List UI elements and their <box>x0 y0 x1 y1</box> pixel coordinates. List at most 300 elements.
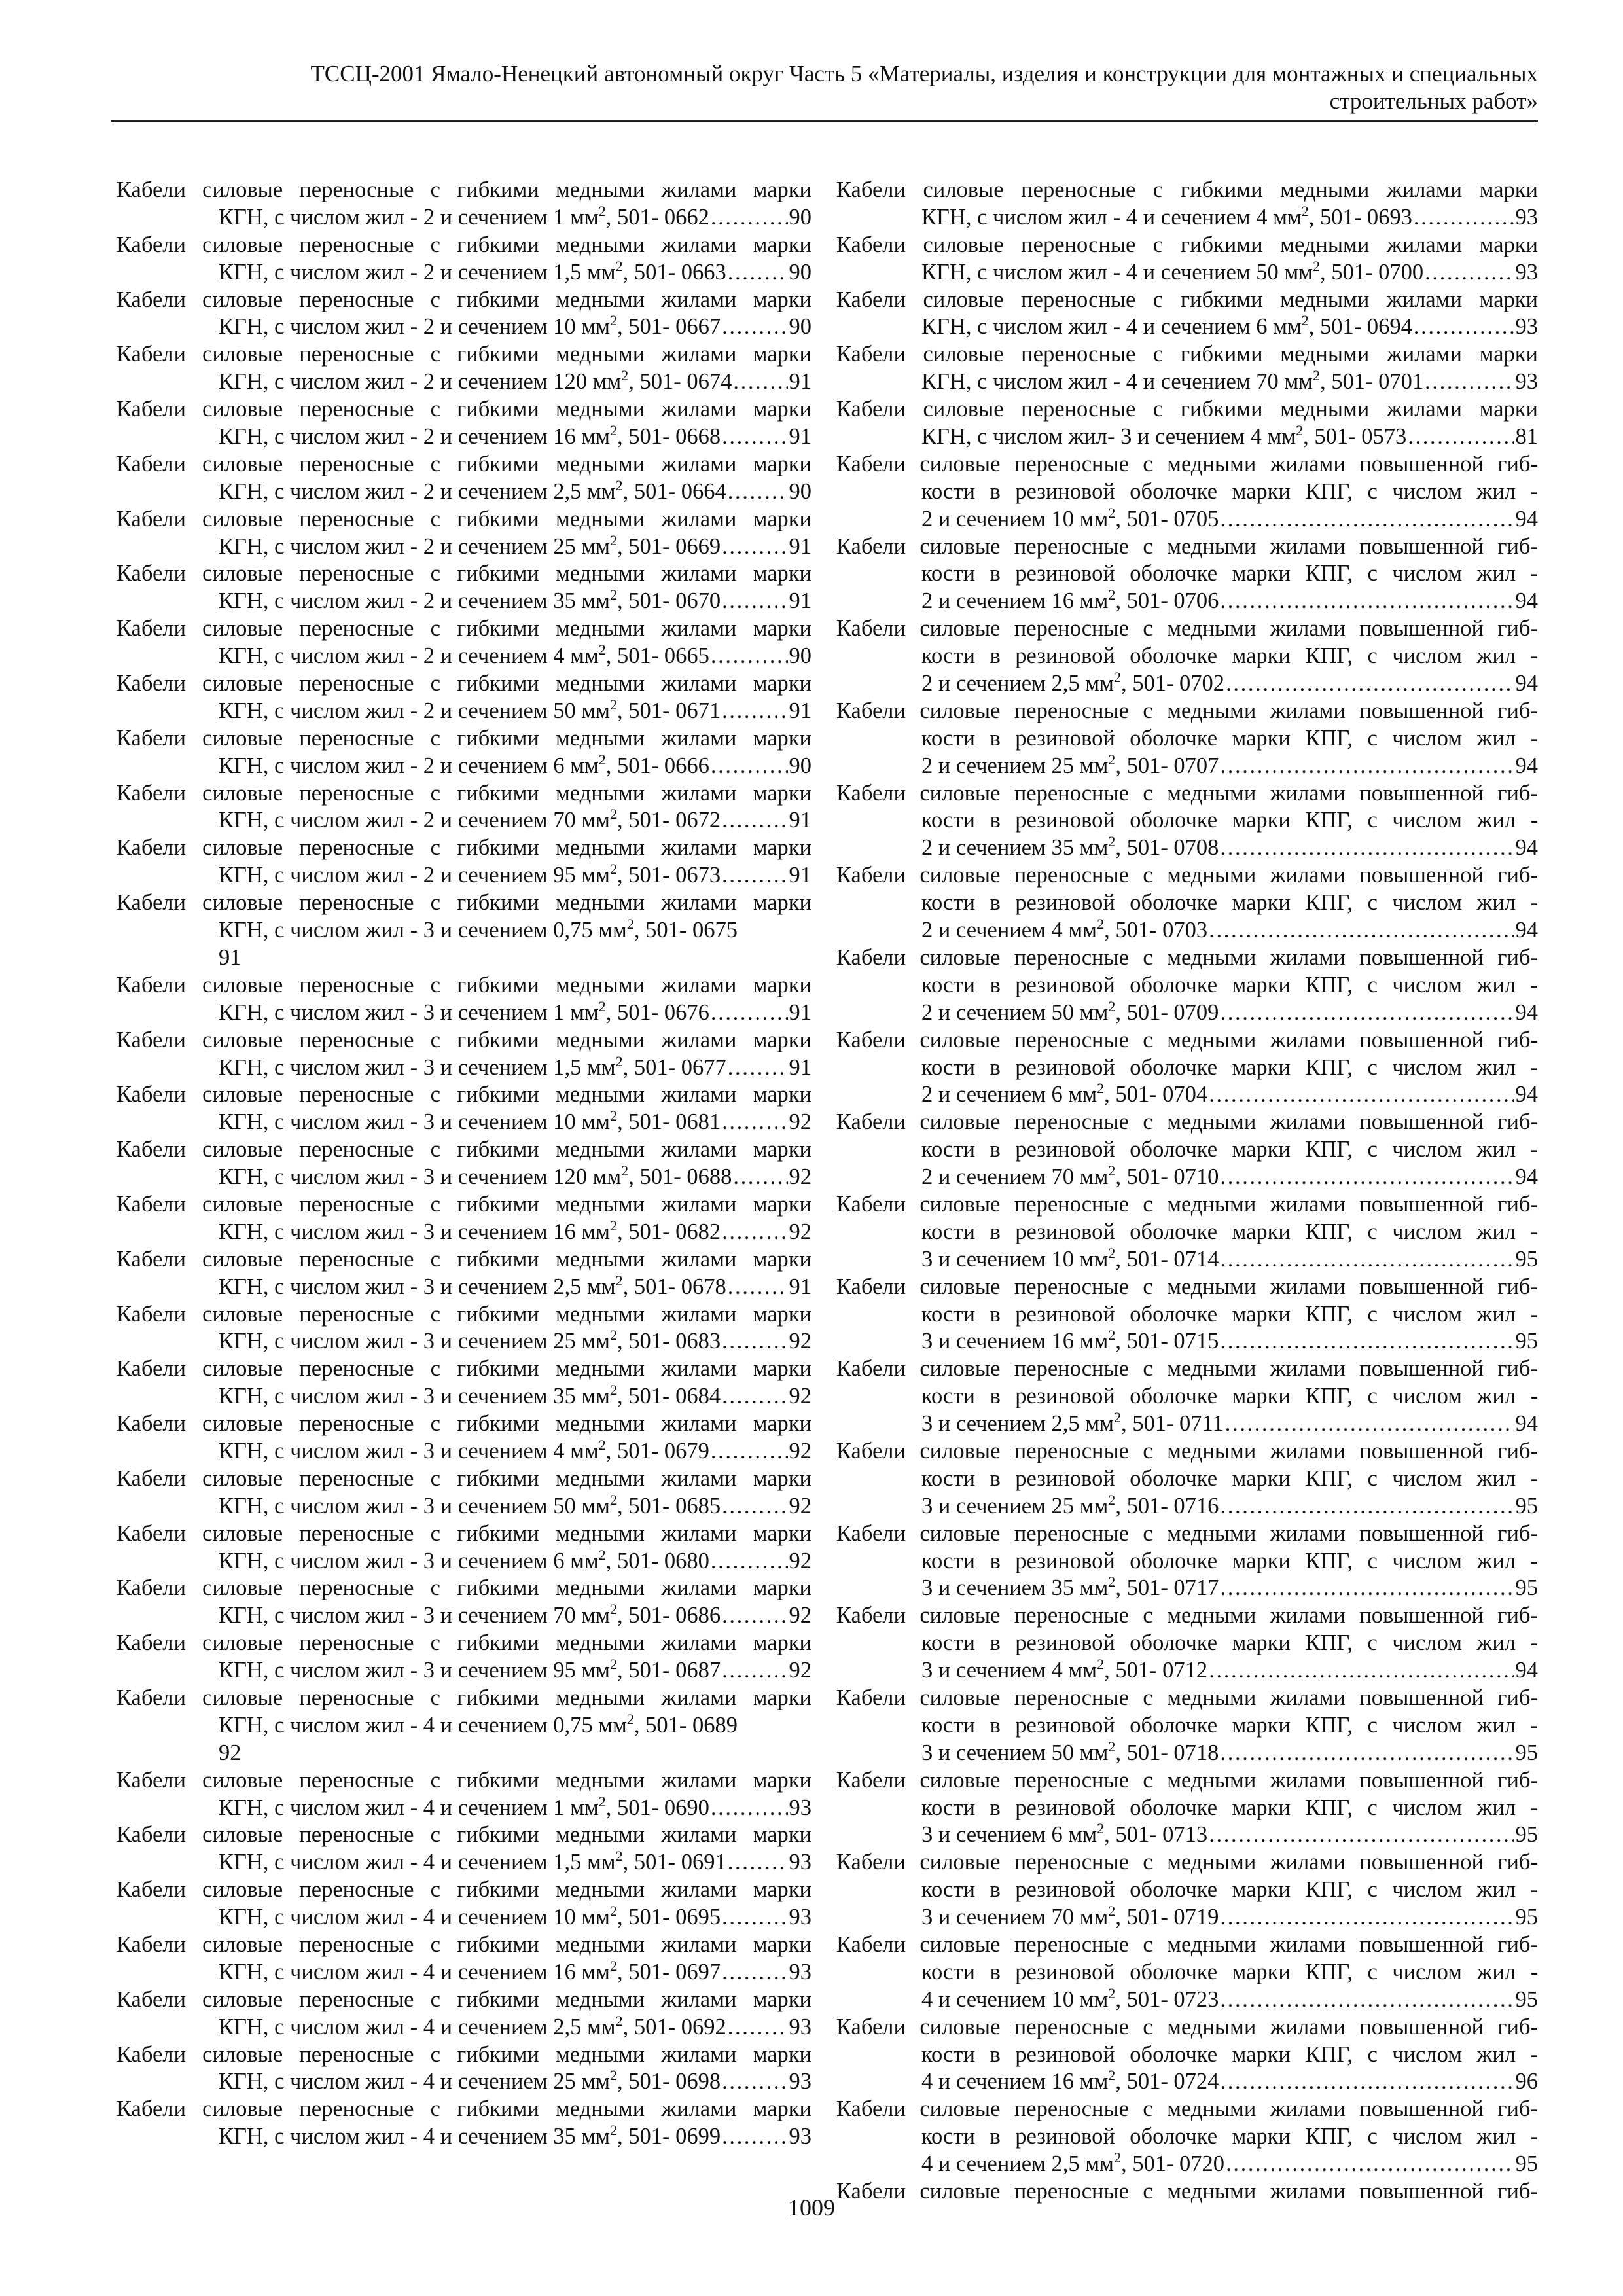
entry-page-ref: 95 <box>1515 1986 1538 2012</box>
entry-title-continued: кости в резиновой оболочке марки КПГ, с числом жил - <box>921 1795 1538 1820</box>
entry-detail-line <box>836 314 1538 341</box>
entry-detail-line <box>116 698 812 725</box>
entry-detail-text <box>921 1740 1219 1767</box>
entry-page-ref: 91 <box>789 808 812 833</box>
entry-detail-text <box>921 1410 1224 1438</box>
entry-page-ref: 92 <box>789 1438 812 1463</box>
entry-code: , 501- 0670 <box>617 588 721 614</box>
entry-section-text: КГН, с числом жил - 2 и сечением 6 <box>219 753 571 778</box>
leader-dots <box>1225 1410 1514 1438</box>
entry-code: , 501- 0663 <box>622 259 726 285</box>
entry-detail-text <box>921 2068 1219 2096</box>
unit-superscript: 2 <box>1108 1491 1116 1508</box>
entry-page-ref: 93 <box>789 1959 812 1984</box>
leader-dots <box>722 1657 787 1685</box>
leader-dots <box>1220 506 1514 533</box>
page-number: 1009 <box>788 2195 835 2221</box>
index-entry <box>836 451 1538 533</box>
entry-detail-line <box>116 1328 812 1355</box>
index-entry <box>836 1767 1538 1850</box>
entry-detail-text <box>219 2068 721 2096</box>
entry-detail-text <box>219 1383 721 1410</box>
entry-detail-line <box>836 2068 1538 2096</box>
entry-title: Кабели силовые переносные с медными жилами повышенной гиб- <box>836 1520 1538 1546</box>
entry-title: Кабели силовые переносные с гибкими медными жилами марки <box>116 1575 812 1601</box>
leader-dots <box>1226 2151 1514 2178</box>
entry-section-text: 2 и сечением 70 <box>921 1164 1080 1190</box>
entry-detail-line <box>116 1054 812 1082</box>
index-entry <box>116 287 812 342</box>
entry-code: , 501- 0662 <box>605 204 709 230</box>
unit-text: мм <box>581 533 611 559</box>
index-entry <box>116 834 812 889</box>
entry-detail-line <box>836 1410 1538 1438</box>
entry-detail-text <box>219 1054 726 1082</box>
entry-detail-text <box>219 1493 721 1520</box>
unit-superscript: 2 <box>610 1107 618 1124</box>
leader-dots <box>728 1274 788 1301</box>
entry-detail-line <box>116 1438 812 1465</box>
entry-title: Кабели силовые переносные с гибкими медными жилами марки <box>116 1301 812 1327</box>
entry-detail-line <box>116 1795 812 1822</box>
entry-detail-line <box>836 204 1538 232</box>
entry-section-text: КГН, с числом жил - 2 и сечением 2,5 <box>219 478 587 504</box>
entry-detail-line <box>116 1959 812 1986</box>
entry-detail-text <box>921 999 1219 1027</box>
entry-detail-text <box>219 588 721 615</box>
entry-section-text: 2 и сечением 6 <box>921 1082 1069 1107</box>
entry-page-ref: 91 <box>789 1274 812 1299</box>
unit-superscript: 2 <box>610 696 618 713</box>
unit-superscript: 2 <box>621 1162 629 1179</box>
entry-title: Кабели силовые переносные с медными жилами повышенной гиб- <box>836 1438 1538 1463</box>
leader-dots <box>711 643 788 670</box>
entry-section-text: КГН, с числом жил - 2 и сечением 50 <box>219 698 582 723</box>
entry-code: , 501- 0668 <box>617 424 721 450</box>
unit-text: мм <box>581 2069 611 2094</box>
entry-code: , 501- 0677 <box>622 1054 726 1080</box>
unit-superscript: 2 <box>1108 504 1116 521</box>
entry-title: Кабели силовые переносные с гибкими медными жилами марки <box>116 835 812 861</box>
unit-superscript: 2 <box>610 1491 618 1508</box>
entry-title: Кабели силовые переносные с медными жилами повышенной гиб- <box>836 1767 1538 1793</box>
entry-detail-text <box>219 1904 721 1931</box>
entry-page-ref: 92 <box>789 1603 812 1628</box>
index-entry <box>116 2096 812 2151</box>
entry-page-ref: 94 <box>1515 999 1538 1025</box>
entry-section-text: 3 и сечением 35 <box>921 1575 1080 1601</box>
entry-section-text: КГН, с числом жил - 4 и сечением 1 <box>219 1795 571 1820</box>
leader-dots <box>1220 1328 1514 1355</box>
entry-detail-line <box>116 2123 812 2151</box>
entry-title: Кабели силовые переносные с гибкими медными жилами марки <box>836 342 1538 367</box>
unit-text: мм <box>1079 588 1109 614</box>
leader-dots <box>711 1438 788 1465</box>
unit-text: мм <box>1085 671 1114 696</box>
leader-dots <box>1209 1657 1514 1685</box>
entry-detail-line <box>116 2068 812 2096</box>
index-entry <box>836 1274 1538 1356</box>
entry-page-ref: 93 <box>1515 369 1538 395</box>
entry-title: Кабели силовые переносные с медными жилами повышенной гиб- <box>836 1356 1538 1382</box>
unit-superscript: 2 <box>621 367 629 384</box>
entry-detail-text <box>219 1602 721 1630</box>
entry-detail-line <box>116 862 812 889</box>
leader-dots <box>1220 1986 1514 2014</box>
index-entry <box>116 1520 812 1575</box>
entry-title-continued: кости в резиновой оболочке марки КПГ, с числом жил - <box>921 890 1538 916</box>
index-entry <box>836 341 1538 396</box>
index-entry <box>836 1849 1538 1931</box>
unit-text: мм <box>1284 259 1313 285</box>
entry-page-ref: 92 <box>789 1493 812 1518</box>
entry-detail-text <box>921 1493 1219 1520</box>
entry-section-text: 2 и сечением 10 <box>921 506 1080 531</box>
leader-dots <box>722 1959 787 1986</box>
entry-section-text: 2 и сечением 50 <box>921 999 1080 1025</box>
entry-code: , 501- 0717 <box>1115 1575 1219 1601</box>
entry-page-ref: 91 <box>789 1054 812 1080</box>
entry-title: Кабели силовые переносные с гибкими медными жилами марки <box>116 1465 812 1491</box>
entry-section-text: КГН, с числом жил - 4 и сечением 35 <box>219 2124 582 2149</box>
entry-code: , 501- 0698 <box>617 2069 721 2094</box>
unit-superscript: 2 <box>1097 1656 1105 1673</box>
entry-page-ref: 95 <box>1515 1329 1538 1354</box>
entry-detail-line <box>836 1493 1538 1520</box>
index-entry <box>116 560 812 615</box>
entry-page-ref: 93 <box>789 1850 812 1875</box>
leader-dots <box>722 533 787 561</box>
index-entry <box>836 177 1538 232</box>
leader-dots <box>722 807 787 834</box>
entry-section-text: КГН, с числом жил - 3 и сечением 1 <box>219 999 571 1025</box>
index-entry <box>836 533 1538 616</box>
unit-text: мм <box>1079 753 1109 778</box>
entry-section-text: 2 и сечением 25 <box>921 753 1080 778</box>
entry-page-ref: 90 <box>789 259 812 285</box>
entry-detail-line <box>836 588 1538 615</box>
leader-dots <box>728 1054 788 1082</box>
entry-detail-text <box>921 1081 1207 1109</box>
entry-detail-line <box>116 1904 812 1931</box>
unit-superscript: 2 <box>1113 669 1121 686</box>
leader-dots <box>1414 204 1514 232</box>
entry-title: Кабели силовые переносные с гибкими медными жилами марки <box>836 177 1538 202</box>
unit-superscript: 2 <box>1113 2149 1121 2166</box>
header-line-1: ТССЦ-2001 Ямало-Ненецкий автономный округ Часть 5 «Материалы, изделия и конструкции для монтажных и специальных <box>310 61 1538 86</box>
leader-dots <box>1408 423 1514 451</box>
unit-superscript: 2 <box>615 1848 623 1865</box>
index-entry <box>116 780 812 835</box>
entry-title-continued: кости в резиновой оболочке марки КПГ, с числом жил - <box>921 478 1538 504</box>
entry-section-text: КГН, с числом жил - 2 и сечением 1 <box>219 204 571 230</box>
entry-page-ref: 95 <box>1515 1246 1538 1272</box>
entry-title: Кабели силовые переносные с гибкими медными жилами марки <box>116 1767 812 1793</box>
entry-page-ref: 81 <box>1515 424 1538 450</box>
entry-section-text: 3 и сечением 50 <box>921 1740 1080 1765</box>
entry-title-continued: кости в резиновой оболочке марки КПГ, с числом жил - <box>921 808 1538 833</box>
entry-title-continued: кости в резиновой оболочке марки КПГ, с числом жил - <box>921 972 1538 997</box>
entry-detail-text <box>219 643 709 670</box>
unit-superscript: 2 <box>1108 1984 1116 2001</box>
entry-title-continued: кости в резиновой оболочке марки КПГ, с числом жил - <box>921 1301 1538 1327</box>
entry-title: Кабели силовые переносные с гибкими медными жилами марки <box>836 287 1538 312</box>
index-entry <box>116 177 812 232</box>
entry-section-text: КГН, с числом жил - 2 и сечением 4 <box>219 643 571 669</box>
leader-dots <box>711 753 788 780</box>
entry-section-text: 3 и сечением 2,5 <box>921 1411 1086 1437</box>
unit-text: мм <box>581 1109 611 1135</box>
unit-text: мм <box>1079 1246 1109 1272</box>
entry-page-ref: 94 <box>1515 588 1538 614</box>
unit-text: мм <box>581 424 611 450</box>
entry-detail-line <box>836 1081 1538 1109</box>
leader-dots <box>728 259 788 287</box>
leader-dots <box>1209 1081 1514 1109</box>
entry-page-ref: 94 <box>1515 835 1538 861</box>
entry-section-text: КГН, с числом жил - 4 и сечением 50 <box>921 259 1285 285</box>
entry-section-text: 3 и сечением 25 <box>921 1493 1080 1518</box>
entry-code: , 501- 0692 <box>622 2014 726 2039</box>
entry-detail-line <box>116 259 812 287</box>
unit-text: мм <box>592 369 622 395</box>
entry-detail-line <box>836 670 1538 698</box>
entry-section-text: 3 и сечением 6 <box>921 1822 1069 1848</box>
entry-detail-text <box>921 1328 1219 1355</box>
entry-title: Кабели силовые переносные с гибкими медными жилами марки <box>116 1877 812 1903</box>
entry-title: Кабели силовые переносные с гибкими медными жилами марки <box>116 506 812 531</box>
entry-detail-line <box>116 1164 812 1191</box>
leader-dots <box>1220 2068 1514 2096</box>
unit-text: мм <box>570 753 599 778</box>
entry-title: Кабели силовые переносные с гибкими медными жилами марки <box>116 616 812 641</box>
index-column-right <box>836 177 1538 2206</box>
entry-detail-text <box>219 1712 738 1740</box>
entry-detail-line <box>836 1904 1538 1931</box>
entry-detail-text <box>219 1109 721 1136</box>
unit-superscript: 2 <box>610 1903 618 1920</box>
unit-text: мм <box>1085 2151 1114 2177</box>
index-entry <box>116 1931 812 1986</box>
entry-title-continued: кости в резиновой оболочке марки КПГ, с числом жил - <box>921 1465 1538 1491</box>
unit-text: мм <box>581 808 611 833</box>
unit-superscript: 2 <box>610 1957 618 1974</box>
leader-dots <box>1220 999 1514 1027</box>
entry-section-text: КГН, с числом жил - 4 и сечением 16 <box>219 1959 582 1984</box>
entry-title: Кабели силовые переносные с гибкими медными жилами марки <box>116 2096 812 2122</box>
index-entry <box>836 780 1538 863</box>
entry-code: , 501- 0694 <box>1308 314 1412 340</box>
index-column-left <box>116 177 812 2151</box>
entry-section-text: 4 и сечением 16 <box>921 2069 1080 2094</box>
index-entry <box>116 396 812 451</box>
index-entry <box>116 1246 812 1301</box>
entry-page-ref: 95 <box>1515 2151 1538 2177</box>
index-entry <box>836 1931 1538 2014</box>
entry-detail-text <box>219 1657 721 1685</box>
unit-superscript: 2 <box>1301 202 1309 219</box>
entry-detail-line <box>836 999 1538 1027</box>
unit-text: мм <box>581 1959 611 1984</box>
entry-section-text: КГН, с числом жил - 2 и сечением 10 <box>219 314 582 340</box>
unit-text: мм <box>570 999 599 1025</box>
entry-code: , 501- 0679 <box>605 1438 709 1463</box>
unit-text: мм <box>1079 1905 1109 1930</box>
unit-text: мм <box>1079 1575 1109 1601</box>
entry-page-ref: 93 <box>789 2124 812 2149</box>
entry-section-text: КГН, с числом жил - 3 и сечением 70 <box>219 1603 582 1628</box>
leader-dots <box>722 588 787 615</box>
entry-section-text: КГН, с числом жил - 3 и сечением 6 <box>219 1548 571 1573</box>
entry-detail-line <box>116 1493 812 1520</box>
unit-text: мм <box>1079 1493 1109 1518</box>
leader-dots <box>1220 834 1514 862</box>
unit-text: мм <box>581 1603 611 1628</box>
entry-title: Кабели силовые переносные с медными жилами повышенной гиб- <box>836 1109 1538 1135</box>
unit-text: мм <box>592 1164 622 1190</box>
unit-superscript: 2 <box>615 1052 623 1069</box>
leader-dots <box>722 1328 787 1355</box>
unit-text: мм <box>586 1274 616 1299</box>
entry-detail-line <box>116 1274 812 1301</box>
unit-text: мм <box>1068 1822 1097 1848</box>
index-entry <box>836 1109 1538 1191</box>
index-entry <box>116 1986 812 2041</box>
index-entry <box>836 1027 1538 1109</box>
entry-code: , 501- 0704 <box>1104 1082 1208 1107</box>
unit-text: мм <box>1085 1411 1114 1437</box>
unit-superscript: 2 <box>610 2122 618 2139</box>
unit-text: мм <box>598 918 627 943</box>
entry-detail-line <box>116 1602 812 1630</box>
entry-page-ref: 94 <box>1515 1164 1538 1190</box>
index-entry <box>836 1438 1538 1520</box>
unit-text: мм <box>1079 2069 1109 2094</box>
unit-text: мм <box>1079 1164 1109 1190</box>
running-header <box>111 60 1538 115</box>
leader-dots <box>1414 314 1514 341</box>
entry-title: Кабели силовые переносные с гибкими медными жилами марки <box>116 1932 812 1957</box>
index-entry <box>836 396 1538 451</box>
entry-page-ref: 91 <box>789 999 812 1025</box>
unit-text: мм <box>1079 835 1109 861</box>
entry-code: , 501- 0697 <box>617 1959 721 1984</box>
entry-page-ref: 91 <box>789 588 812 614</box>
unit-superscript: 2 <box>610 312 618 329</box>
leader-dots <box>711 999 788 1027</box>
entry-detail-line <box>836 259 1538 287</box>
unit-superscript: 2 <box>598 202 606 219</box>
leader-dots <box>1220 1164 1514 1191</box>
entry-section-text: КГН, с числом жил - 3 и сечением 120 <box>219 1164 593 1190</box>
entry-title: Кабели силовые переносные с гибкими медными жилами марки <box>116 1137 812 1162</box>
unit-superscript: 2 <box>598 1793 606 1810</box>
unit-superscript: 2 <box>610 1656 618 1673</box>
entry-detail-text <box>219 1849 726 1876</box>
entry-page-ref: 93 <box>1515 259 1538 285</box>
unit-superscript: 2 <box>610 1217 618 1234</box>
entry-detail-text <box>921 753 1219 780</box>
index-entry <box>116 670 812 725</box>
entry-detail-line <box>116 1849 812 1876</box>
entry-detail-text <box>219 2123 721 2151</box>
leader-dots <box>1220 1740 1514 1767</box>
entry-detail-line <box>116 1657 812 1685</box>
unit-superscript: 2 <box>1108 833 1116 850</box>
entry-title: Кабели силовые переносные с гибкими медными жилами марки <box>116 232 812 257</box>
unit-superscript: 2 <box>1108 1738 1116 1755</box>
leader-dots <box>728 1849 788 1876</box>
entry-title-continued: кости в резиновой оболочке марки КПГ, с числом жил - <box>921 1712 1538 1738</box>
unit-superscript: 2 <box>610 2067 618 2084</box>
entry-detail-line <box>836 1246 1538 1274</box>
entry-title-continued: кости в резиновой оболочке марки КПГ, с числом жил - <box>921 1630 1538 1656</box>
entry-section-text: КГН, с числом жил - 4 и сечением 2,5 <box>219 2014 587 2039</box>
entry-code: , 501- 0705 <box>1115 506 1219 531</box>
entry-title: Кабели силовые переносные с медными жилами повышенной гиб- <box>836 616 1538 641</box>
entry-code: , 501- 0714 <box>1115 1246 1219 1272</box>
entry-section-text: КГН, с числом жил - 4 и сечением 6 <box>921 314 1274 340</box>
leader-dots <box>711 1548 788 1575</box>
entry-code: , 501- 0672 <box>617 808 721 833</box>
unit-text: мм <box>1284 369 1313 395</box>
unit-text: мм <box>586 478 616 504</box>
index-entry <box>836 1602 1538 1685</box>
leader-dots <box>722 1383 787 1410</box>
entry-title: Кабели силовые переносные с медными жилами повышенной гиб- <box>836 2096 1538 2122</box>
unit-text: мм <box>581 2124 611 2149</box>
entry-code: , 501- 0687 <box>617 1658 721 1683</box>
unit-superscript: 2 <box>610 1327 618 1344</box>
entry-section-text: 2 и сечением 35 <box>921 835 1080 861</box>
unit-superscript: 2 <box>626 916 634 933</box>
entry-section-text: КГН, с числом жил - 4 и сечением 10 <box>219 1905 582 1930</box>
unit-superscript: 2 <box>1108 1244 1116 1261</box>
entry-title-continued: кости в резиновой оболочке марки КПГ, с числом жил - <box>921 1054 1538 1080</box>
entry-title: Кабели силовые переносные с гибкими медными жилами марки <box>836 397 1538 422</box>
entry-code: , 501- 0685 <box>617 1493 721 1518</box>
index-entry <box>116 1465 812 1520</box>
entry-code: , 501- 0706 <box>1115 588 1219 614</box>
entry-code: , 501- 0678 <box>622 1274 726 1299</box>
entry-title-continued: кости в резиновой оболочке марки КПГ, с числом жил - <box>921 643 1538 669</box>
entry-title: Кабели силовые переносные с гибкими медными жилами марки <box>116 1356 812 1382</box>
entry-title: Кабели силовые переносные с гибкими медными жилами марки <box>116 1082 812 1107</box>
entry-detail-text <box>219 1548 709 1575</box>
unit-superscript: 2 <box>610 861 618 878</box>
unit-text: мм <box>1079 506 1109 531</box>
entry-detail-text <box>219 1274 726 1301</box>
entry-page-ref: 94 <box>1515 1658 1538 1683</box>
entry-page-ref: 95 <box>1515 1575 1538 1601</box>
entry-code: , 501- 0700 <box>1320 259 1424 285</box>
entry-title: Кабели силовые переносные с медными жилами повышенной гиб- <box>836 451 1538 476</box>
entry-detail-text <box>921 506 1219 533</box>
entry-detail-text <box>219 1959 721 1986</box>
unit-text: мм <box>581 1658 611 1683</box>
entry-title: Кабели силовые переносные с гибкими медными жилами марки <box>116 725 812 751</box>
entry-detail-line <box>116 1109 812 1136</box>
entry-detail-line <box>116 2014 812 2041</box>
entry-detail-text <box>921 917 1207 944</box>
entry-section-text: 3 и сечением 10 <box>921 1246 1080 1272</box>
index-entry <box>116 1355 812 1410</box>
entry-code: , 501- 0666 <box>605 753 709 778</box>
entry-section-text: 4 и сечением 10 <box>921 1986 1080 2012</box>
index-entry <box>116 1767 812 1822</box>
unit-superscript: 2 <box>615 257 623 274</box>
entry-code: , 501- 0686 <box>617 1603 721 1628</box>
